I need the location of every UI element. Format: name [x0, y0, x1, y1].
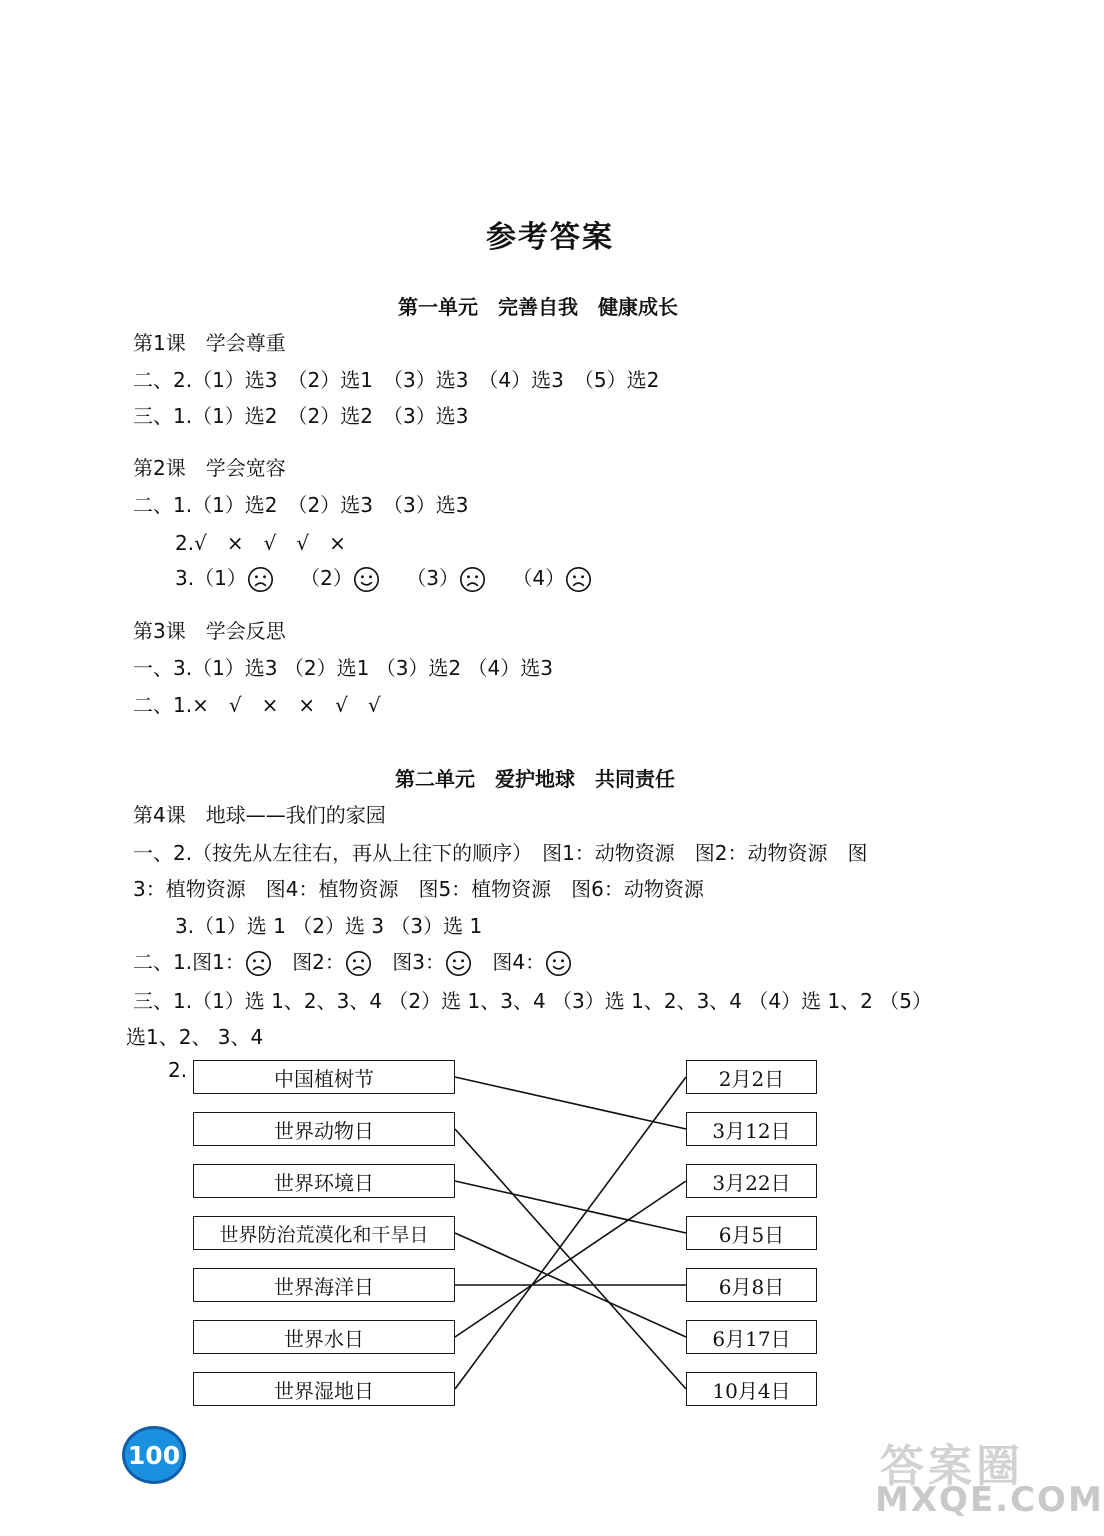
watermark-logo: 答案圈 [880, 1441, 1024, 1492]
lesson4-line: 选1、2、 3、4 [126, 1025, 264, 1049]
left-item-box: 世界动物日 [193, 1112, 455, 1146]
lesson3-title: 第3课 学会反思 [133, 619, 286, 643]
lesson3-line: 二、1.× √ × × √ √ [133, 693, 381, 717]
left-item-box: 世界环境日 [193, 1164, 455, 1198]
left-item-box: 世界水日 [193, 1320, 455, 1354]
lesson4-line: 一、2.（按先从左往右，再从上往下的顺序） 图1：动物资源 图2：动物资源 图 [133, 841, 868, 865]
right-item-box: 6月5日 [686, 1216, 817, 1250]
lesson1-line: 二、2.（1）选3 （2）选1 （3）选3 （4）选3 （5）选2 [133, 368, 660, 392]
page-title: 参考答案 [486, 220, 614, 255]
lesson4-line: 三、1.（1）选 1、2、3、4 （2）选 1、3、4 （3）选 1、2、3、4 （4）选 1、2 （5） [133, 989, 932, 1013]
lesson1-title: 第1课 学会尊重 [133, 331, 286, 355]
face-label: 图4： [492, 950, 546, 974]
watermark-text: MXQE.COM [875, 1480, 1104, 1520]
face-label: 图2： [292, 950, 345, 974]
lesson1-line: 三、1.（1）选2 （2）选2 （3）选3 [133, 404, 469, 428]
right-item-box: 2月2日 [686, 1060, 817, 1094]
left-item-box: 中国植树节 [193, 1060, 455, 1094]
left-item-box: 世界海洋日 [193, 1268, 455, 1302]
lesson2-title: 第2课 学会宽容 [133, 456, 286, 480]
unit2-heading: 第二单元 爱护地球 共同责任 [395, 767, 675, 791]
match-line [455, 1077, 686, 1389]
lesson4-line: 3：植物资源 图4：植物资源 图5：植物资源 图6：动物资源 [133, 877, 704, 901]
face-label: 3.（1） [175, 566, 247, 590]
unit1-heading: 第一单元 完善自我 健康成长 [398, 295, 678, 319]
face-label: （2） [300, 566, 353, 590]
right-item-box: 3月12日 [686, 1112, 817, 1146]
lesson2-line: 2.√ × √ √ × [175, 531, 346, 555]
right-item-box: 6月17日 [686, 1320, 817, 1354]
matching-label: 2. [168, 1058, 188, 1082]
match-line [455, 1181, 686, 1337]
right-item-box: 10月4日 [686, 1372, 817, 1406]
lesson3-line: 一、3.（1）选3 （2）选1 （3）选2 （4）选3 [133, 656, 553, 680]
face-label: 图1： [192, 950, 245, 974]
right-item-box: 3月22日 [686, 1164, 817, 1198]
left-item-box: 世界防治荒漠化和干旱日 [193, 1216, 455, 1250]
right-item-box: 6月8日 [686, 1268, 817, 1302]
face-label: （3） [406, 566, 459, 590]
face-label: 图3： [392, 950, 446, 974]
page-number-badge: 100 [122, 1426, 186, 1484]
faces-prefix: 二、1. [133, 950, 193, 974]
lesson2-line: 二、1.（1）选2 （2）选3 （3）选3 [133, 493, 469, 517]
left-item-box: 世界湿地日 [193, 1372, 455, 1406]
match-line [455, 1181, 686, 1233]
face-label: （4） [512, 566, 566, 590]
match-line [455, 1077, 686, 1129]
lesson4-line: 3.（1）选 1 （2）选 3 （3）选 1 [175, 914, 483, 938]
lesson4-title: 第4课 地球——我们的家园 [133, 803, 386, 827]
